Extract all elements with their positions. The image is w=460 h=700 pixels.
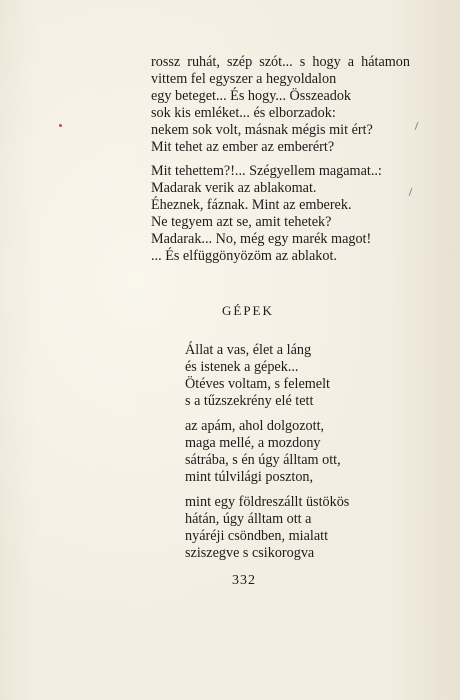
- poem-line: mint egy földreszállt üstökös: [185, 494, 350, 510]
- poem-line: sok kis emléket... és elborzadok:: [151, 105, 336, 121]
- red-ink-dot: [59, 124, 62, 127]
- poem-line: ... És elfüggönyözöm az ablakot.: [151, 248, 337, 264]
- poem-title: GÉPEK: [222, 303, 274, 318]
- page-number: 332: [232, 573, 256, 588]
- pencil-mark: [409, 188, 413, 196]
- poem-line: Mit tehettem?!... Szégyellem magamat..:: [151, 163, 382, 179]
- poem-line: sátrába, s én úgy álltam ott,: [185, 452, 341, 468]
- poem-line: vittem fel egyszer a hegyoldalon: [151, 71, 337, 87]
- poem-line: nekem sok volt, másnak mégis mit ért?: [151, 122, 373, 138]
- poem-line: Madarak... No, még egy marék magot!: [151, 231, 372, 247]
- poem-line: Éheznek, fáznak. Mint az emberek.: [151, 197, 352, 213]
- poem-line: sziszegve s csikorogva: [185, 545, 315, 561]
- poem-line: Mit tehet az ember az emberért?: [151, 139, 335, 155]
- poem-line: Ötéves voltam, s felemelt: [185, 376, 330, 392]
- poem-line: és istenek a gépek...: [185, 359, 299, 375]
- poem-line: maga mellé, a mozdony: [185, 435, 321, 451]
- poem-stanza: [151, 54, 410, 156]
- poem-stanza: [185, 418, 365, 486]
- poem-line: rossz ruhát, szép szót... s hogy a hátamon: [151, 54, 410, 70]
- poem-line: mint túlvilági poszton,: [185, 469, 314, 485]
- poem-line: Állat a vas, élet a láng: [185, 342, 312, 358]
- poem-line: Ne tegyem azt se, amit tehetek?: [151, 214, 332, 230]
- poem-line: hátán, úgy álltam ott a: [185, 511, 312, 527]
- poem-stanza: [185, 494, 355, 562]
- poem-line: az apám, ahol dolgozott,: [185, 418, 325, 434]
- poem-line: s a tűzszekrény elé tett: [185, 393, 314, 409]
- poem-stanza: [151, 163, 391, 265]
- pencil-mark: [415, 122, 419, 130]
- poem-line: Madarak verik az ablakomat.: [151, 180, 317, 196]
- poem-line: egy beteget... És hogy... Összeadok: [151, 88, 352, 104]
- poem-line: nyáréji csöndben, mialatt: [185, 528, 329, 544]
- poem-stanza: [185, 342, 365, 410]
